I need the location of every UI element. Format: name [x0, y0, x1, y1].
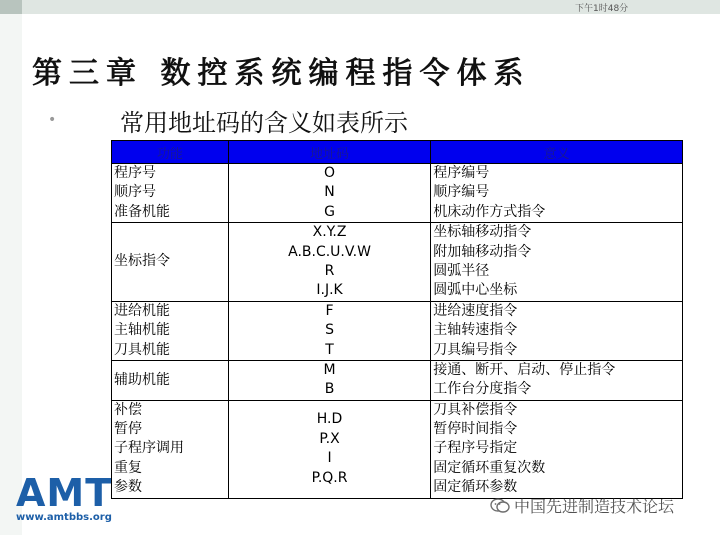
code-cell-line: I — [327, 450, 332, 467]
meaning-cell — [431, 301, 683, 360]
function-cell-line: 暂停 — [114, 421, 142, 438]
code-cell-line: H.D — [316, 411, 343, 428]
meaning-cell-line: 进给速度指令 — [433, 302, 518, 319]
code-cell-line: N — [324, 184, 335, 201]
top-bar — [0, 0, 720, 14]
amt-logo — [16, 471, 113, 523]
header-function: 功能 — [112, 141, 229, 164]
meaning-cell — [431, 400, 683, 498]
table-row — [112, 360, 683, 400]
code-cell-line: I.J.K — [316, 282, 343, 299]
code-cell-line: S — [325, 322, 334, 339]
code-cell — [228, 301, 430, 360]
function-cell-line: 子程序调用 — [114, 440, 184, 457]
meaning-cell-line: 圆弧中心坐标 — [433, 282, 518, 299]
slide-subtitle: 常用地址码的含义如表所示 — [120, 109, 408, 137]
timestamp: 下午1时48分 — [575, 4, 629, 14]
function-cell-line: 主轴机能 — [114, 322, 170, 339]
function-cell-line: 顺序号 — [114, 184, 156, 201]
meaning-cell-line: 刀具补偿指令 — [433, 401, 518, 418]
table-row — [112, 301, 683, 360]
code-cell-line: F — [325, 302, 334, 319]
function-cell-line: 参数 — [114, 479, 142, 496]
wechat-icon — [490, 498, 510, 518]
left-strip — [0, 14, 22, 535]
meaning-cell-line: 坐标轴移动指令 — [433, 224, 532, 241]
logo-text: AMT — [16, 471, 113, 515]
code-cell-line: R — [324, 262, 335, 279]
code-cell-line: B — [324, 381, 335, 398]
code-cell-line: X.Y.Z — [312, 224, 347, 241]
function-cell — [112, 164, 229, 223]
function-cell-line: 辅助机能 — [114, 371, 170, 388]
function-cell — [112, 301, 229, 360]
meaning-cell-line: 附加轴移动指令 — [433, 243, 532, 260]
logo-url: www.amtbbs.org — [16, 512, 112, 523]
header-address-code: 地址码 — [228, 141, 430, 164]
meaning-cell — [431, 164, 683, 223]
meaning-cell-line: 程序编号 — [433, 165, 490, 181]
function-cell-line: 坐标指令 — [114, 253, 170, 270]
code-cell — [228, 400, 430, 498]
watermark — [490, 494, 674, 518]
meaning-cell-line: 工作台分度指令 — [433, 381, 532, 398]
meaning-cell-line: 固定循环参数 — [433, 479, 518, 496]
meaning-cell — [431, 360, 683, 400]
function-cell-line: 刀具机能 — [114, 341, 170, 358]
meaning-cell-line: 接通、断开、启动、停止指令 — [433, 361, 616, 378]
bullet-point: • — [48, 112, 57, 128]
function-cell-line: 进给机能 — [114, 302, 170, 319]
meaning-cell-line: 暂停时间指令 — [433, 421, 518, 438]
code-cell-line: G — [324, 203, 335, 220]
code-cell-line: M — [323, 361, 336, 378]
meaning-cell-line: 机床动作方式指令 — [433, 203, 546, 220]
meaning-cell-line: 圆弧半径 — [433, 262, 490, 279]
table-row — [112, 400, 683, 498]
table-header-row — [112, 141, 683, 164]
meaning-cell-line: 固定循环重复次数 — [433, 459, 546, 476]
table-row — [112, 164, 683, 223]
function-cell — [112, 223, 229, 302]
code-cell-line: A.B.C.U.V.W — [288, 243, 371, 260]
table-row — [112, 223, 683, 302]
code-cell — [228, 164, 430, 223]
meaning-cell-line: 主轴转速指令 — [433, 322, 518, 339]
function-cell-line: 重复 — [114, 459, 142, 476]
header-meaning: 意义 — [431, 141, 683, 164]
slide-title: 第三章 数控系统编程指令体系 — [32, 56, 531, 91]
meaning-cell-line: 顺序编号 — [433, 184, 490, 201]
code-cell — [228, 223, 430, 302]
function-cell-line: 程序号 — [114, 165, 156, 181]
watermark-text: 中国先进制造技术论坛 — [514, 497, 675, 516]
function-cell-line: 补偿 — [114, 401, 142, 418]
address-code-table — [111, 140, 683, 499]
function-cell-line: 准备机能 — [114, 203, 170, 220]
code-cell-line: T — [325, 341, 334, 358]
code-cell-line: P.X — [319, 430, 340, 447]
function-cell — [112, 360, 229, 400]
meaning-cell-line: 刀具编号指令 — [433, 341, 518, 358]
function-cell — [112, 400, 229, 498]
code-cell-line: O — [324, 165, 336, 181]
code-cell — [228, 360, 430, 400]
meaning-cell — [431, 223, 683, 302]
meaning-cell-line: 子程序号指定 — [433, 440, 518, 457]
code-cell-line: P.Q.R — [311, 469, 348, 486]
